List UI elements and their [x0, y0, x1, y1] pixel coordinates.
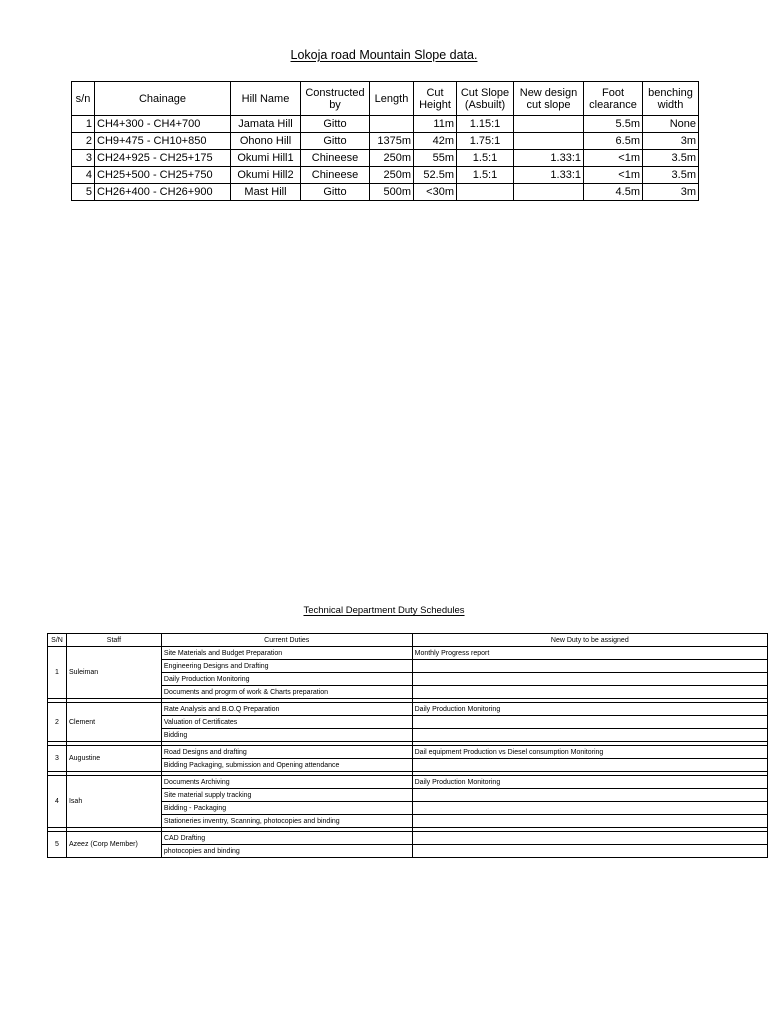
cell-cut-height: 52.5m — [414, 167, 457, 184]
cell-new-design-slope: 1.33:1 — [514, 167, 584, 184]
cell-hill-name: Jamata Hill — [231, 116, 301, 133]
cell-hill-name: Okumi Hill1 — [231, 150, 301, 167]
cell-cut-slope — [457, 184, 514, 201]
slope-header-row — [72, 82, 699, 116]
duty-row — [48, 746, 768, 759]
header-cut-slope: Cut Slope (Asbuilt) — [457, 82, 514, 116]
cell-current-duty: Bidding Packaging, submission and Opening attendance — [161, 759, 412, 772]
cell-current-duty: Bidding - Packaging — [161, 802, 412, 815]
cell-cut-slope: 1.5:1 — [457, 150, 514, 167]
header-length: Length — [370, 82, 414, 116]
slope-row — [72, 133, 699, 150]
cell-chainage: CH26+400 - CH26+900 — [95, 184, 231, 201]
slope-row — [72, 167, 699, 184]
duty-row — [48, 776, 768, 789]
header-sn: s/n — [72, 82, 95, 116]
slope-row — [72, 116, 699, 133]
cell-benching-width: None — [643, 116, 699, 133]
cell-length: 1375m — [370, 133, 414, 150]
header-hill-name: Hill Name — [231, 82, 301, 116]
header-sn: S/N — [48, 634, 67, 647]
cell-cut-slope: 1.5:1 — [457, 167, 514, 184]
cell-hill-name: Ohono Hill — [231, 133, 301, 150]
cell-constructed-by: Gitto — [301, 116, 370, 133]
cell-length: 250m — [370, 167, 414, 184]
cell-new-duty — [412, 845, 767, 858]
cell-new-design-slope — [514, 184, 584, 201]
cell-benching-width: 3.5m — [643, 167, 699, 184]
cell-new-design-slope — [514, 116, 584, 133]
cell-sn: 1 — [72, 116, 95, 133]
cell-current-duty: photocopies and binding — [161, 845, 412, 858]
cell-new-duty — [412, 729, 767, 742]
cell-current-duty: Site material supply tracking — [161, 789, 412, 802]
cell-current-duty: Engineering Designs and Drafting — [161, 660, 412, 673]
cell-foot-clearance: 6.5m — [584, 133, 643, 150]
cell-length: 500m — [370, 184, 414, 201]
cell-sn: 1 — [48, 647, 67, 699]
cell-current-duty: Stationeries inventry, Scanning, photocopies and binding — [161, 815, 412, 828]
cell-benching-width: 3m — [643, 133, 699, 150]
duty-schedule-table — [47, 633, 768, 858]
slope-table-title: Lokoja road Mountain Slope data. — [290, 48, 478, 62]
cell-chainage: CH4+300 - CH4+700 — [95, 116, 231, 133]
cell-new-duty — [412, 716, 767, 729]
cell-new-duty — [412, 660, 767, 673]
cell-new-duty: Daily Production Monitoring — [412, 776, 767, 789]
cell-benching-width: 3m — [643, 184, 699, 201]
cell-cut-slope: 1.15:1 — [457, 116, 514, 133]
cell-benching-width: 3.5m — [643, 150, 699, 167]
cell-new-design-slope: 1.33:1 — [514, 150, 584, 167]
cell-new-duty — [412, 815, 767, 828]
header-new-design-slope: New design cut slope — [514, 82, 584, 116]
cell-new-duty: Monthly Progress report — [412, 647, 767, 660]
cell-staff: Azeez (Corp Member) — [66, 832, 161, 858]
cell-current-duty: Documents Archiving — [161, 776, 412, 789]
cell-staff: Augustine — [66, 746, 161, 772]
cell-current-duty: Daily Production Monitoring — [161, 673, 412, 686]
cell-constructed-by: Chineese — [301, 150, 370, 167]
cell-sn: 2 — [72, 133, 95, 150]
duty-row — [48, 703, 768, 716]
cell-cut-height: 55m — [414, 150, 457, 167]
cell-current-duty: Bidding — [161, 729, 412, 742]
cell-current-duty: Rate Analysis and B.O.Q Preparation — [161, 703, 412, 716]
duty-row — [48, 647, 768, 660]
cell-new-duty — [412, 789, 767, 802]
cell-sn: 3 — [48, 746, 67, 772]
cell-hill-name: Mast Hill — [231, 184, 301, 201]
cell-chainage: CH25+500 - CH25+750 — [95, 167, 231, 184]
cell-cut-height: 42m — [414, 133, 457, 150]
cell-hill-name: Okumi Hill2 — [231, 167, 301, 184]
cell-new-duty — [412, 832, 767, 845]
slope-data-table — [71, 81, 699, 201]
duty-header-row — [48, 634, 768, 647]
cell-new-design-slope — [514, 133, 584, 150]
cell-new-duty: Daily Production Monitoring — [412, 703, 767, 716]
cell-sn: 5 — [72, 184, 95, 201]
header-current-duties: Current Duties — [161, 634, 412, 647]
header-constructed-by: Constructed by — [301, 82, 370, 116]
cell-constructed-by: Chineese — [301, 167, 370, 184]
cell-new-duty — [412, 802, 767, 815]
cell-current-duty: Documents and progrm of work & Charts preparation — [161, 686, 412, 699]
cell-cut-height: 11m — [414, 116, 457, 133]
cell-sn: 3 — [72, 150, 95, 167]
cell-foot-clearance: <1m — [584, 167, 643, 184]
cell-chainage: CH9+475 - CH10+850 — [95, 133, 231, 150]
duty-table-title: Technical Department Duty Schedules — [303, 605, 465, 616]
cell-current-duty: CAD Drafting — [161, 832, 412, 845]
cell-staff: Isah — [66, 776, 161, 828]
cell-chainage: CH24+925 - CH25+175 — [95, 150, 231, 167]
cell-new-duty: Dail equipment Production vs Diesel consumption Monitoring — [412, 746, 767, 759]
slope-row — [72, 150, 699, 167]
cell-new-duty — [412, 686, 767, 699]
cell-constructed-by: Gitto — [301, 184, 370, 201]
cell-current-duty: Site Materials and Budget Preparation — [161, 647, 412, 660]
header-cut-height: Cut Height — [414, 82, 457, 116]
header-chainage: Chainage — [95, 82, 231, 116]
cell-sn: 4 — [72, 167, 95, 184]
header-new-duty: New Duty to be assigned — [412, 634, 767, 647]
header-benching-width: benching width — [643, 82, 699, 116]
cell-new-duty — [412, 673, 767, 686]
cell-current-duty: Road Designs and drafting — [161, 746, 412, 759]
cell-staff: Clement — [66, 703, 161, 742]
cell-cut-height: <30m — [414, 184, 457, 201]
duty-row — [48, 832, 768, 845]
cell-current-duty: Valuation of Certificates — [161, 716, 412, 729]
header-foot-clearance: Foot clearance — [584, 82, 643, 116]
cell-foot-clearance: 5.5m — [584, 116, 643, 133]
cell-sn: 4 — [48, 776, 67, 828]
header-staff: Staff — [66, 634, 161, 647]
cell-staff: Suleiman — [66, 647, 161, 699]
cell-sn: 5 — [48, 832, 67, 858]
cell-sn: 2 — [48, 703, 67, 742]
cell-constructed-by: Gitto — [301, 133, 370, 150]
cell-foot-clearance: <1m — [584, 150, 643, 167]
slope-row — [72, 184, 699, 201]
cell-foot-clearance: 4.5m — [584, 184, 643, 201]
cell-length — [370, 116, 414, 133]
cell-length: 250m — [370, 150, 414, 167]
cell-cut-slope: 1.75:1 — [457, 133, 514, 150]
cell-new-duty — [412, 759, 767, 772]
